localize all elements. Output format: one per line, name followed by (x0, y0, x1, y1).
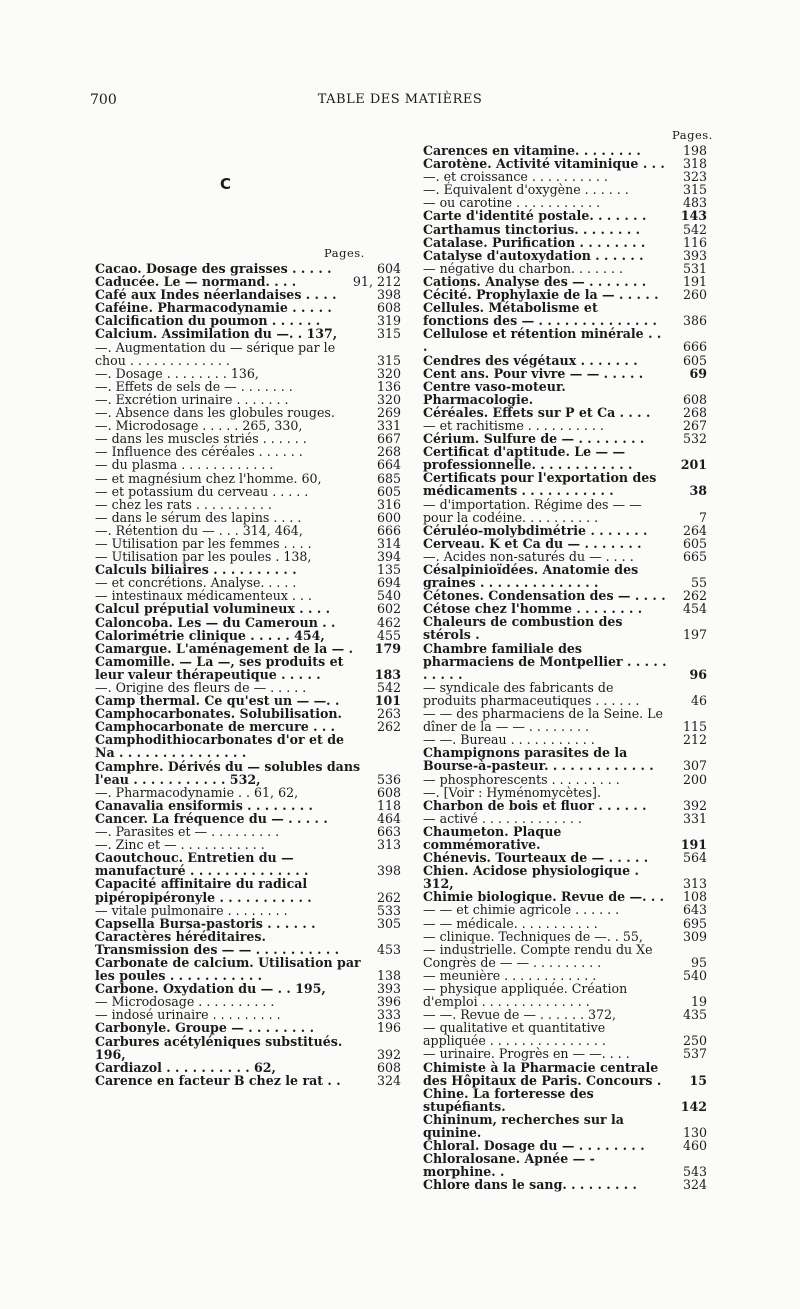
index-entry-text: — d'importation. Régime des — — pour la codéine. . . . . . . . . . (423, 496, 646, 525)
index-entry (95, 1061, 401, 1074)
index-entry-text: —. Acides non-saturés du — . . . . (423, 548, 634, 564)
index-entry-text: Carte d'identité postale. . . . . . . (423, 208, 647, 224)
index-entry-page: 318 (682, 156, 707, 172)
index-entry-text: — Influence des céréales . . . . . . (95, 444, 303, 460)
index-entry-text: — — médicale. . . . . . . . . . . (423, 915, 598, 931)
index-entry-page: 130 (682, 1125, 707, 1141)
index-entry-page: 136 (376, 378, 401, 394)
index-entry-text: —. Pharmacodynamie . . 61, 62, (95, 784, 299, 800)
index-entry-page: 666 (376, 522, 401, 538)
index-entry (423, 367, 707, 380)
index-entry-text: Certificat d'aptitude. Le — — professionnelle. . . . . . . . . . . . (423, 444, 633, 473)
index-entry-page: 138 (376, 968, 401, 984)
index-entry (95, 1021, 401, 1034)
index-entry-page: 608 (376, 300, 401, 316)
index-entry-page: 262 (376, 889, 401, 905)
index-entry-text: Certificats pour l'exportation des médicaments . . . . . . . . . . . (423, 470, 661, 499)
index-entry-page: 268 (682, 404, 707, 420)
index-entry-page: 695 (682, 915, 707, 931)
index-entry (423, 249, 707, 262)
index-entry (423, 681, 707, 707)
index-entry-page: 313 (682, 876, 707, 892)
index-entry-page: 179 (374, 640, 401, 656)
index-entry (95, 642, 401, 655)
index-entry (95, 367, 401, 380)
index-entry-page: 267 (682, 417, 707, 433)
index-entry (95, 485, 401, 498)
index-entry-page: 393 (376, 981, 401, 997)
index-entry-text: Cellulose et rétention minérale . . . (423, 326, 666, 355)
index-entry (423, 327, 707, 353)
index-entry (423, 615, 707, 641)
index-entry-page: 564 (682, 850, 707, 866)
index-entry (95, 524, 401, 537)
index-entry-text: Cardiazol . . . . . . . . . . 62, (95, 1059, 276, 1075)
index-entry-text: Cétones. Condensation des — . . . . (423, 588, 666, 604)
index-entry-page: 608 (682, 391, 707, 407)
index-entry-text: — Utilisation par les poules . 138, (95, 549, 312, 565)
index-entry-page: 664 (376, 457, 401, 473)
index-entry-page: 250 (682, 1033, 707, 1049)
index-entry-page: 531 (682, 260, 707, 276)
index-entry (423, 1087, 707, 1113)
index-entry (423, 707, 707, 733)
index-entry-text: Carbone. Oxydation du — . . 195, (95, 981, 326, 997)
index-entry-text: Cations. Analyse des — . . . . . . . (423, 273, 647, 289)
index-entry-text: Charbon de bois et fluor . . . . . . (423, 797, 647, 813)
right-entries (423, 144, 707, 1192)
index-entry (423, 903, 707, 916)
index-entry-page: 462 (376, 614, 401, 630)
index-entry-page: 435 (682, 1007, 707, 1023)
index-entry-page: 543 (682, 1164, 707, 1180)
index-entry-text: —. Zinc et — . . . . . . . . . . . (95, 837, 265, 853)
index-entry-text: —. Excrétion urinaire . . . . . . . (95, 391, 289, 407)
index-entry-page: 264 (682, 522, 707, 538)
index-entry-page: 542 (376, 680, 401, 695)
index-entry (95, 917, 401, 930)
index-entry-page: 540 (682, 967, 707, 983)
index-entry-text: Chaumeton. Plaque commémorative. (423, 823, 566, 852)
index-entry-page: 197 (682, 627, 707, 643)
index-entry-page: 386 (682, 313, 707, 329)
index-entry-page: 393 (682, 247, 707, 263)
index-entry-page: 665 (682, 548, 707, 564)
index-entry-text: Capacité affinitaire du radical pipéropipéronyle . . . . . . . . . . . (95, 876, 312, 905)
index-entry (423, 471, 707, 497)
index-entry-page: 55 (690, 575, 707, 591)
index-entry (95, 904, 401, 917)
index-entry-text: — clinique. Techniques de —. . 55, (423, 928, 643, 944)
index-entry-text: —. Augmentation du — sérique par le chou . . . . . . . . . . . . . (95, 339, 340, 368)
page-number: 700 (90, 92, 117, 108)
index-entry-text: — — et chimie agricole . . . . . . (423, 902, 620, 918)
index-entry (423, 786, 707, 799)
index-entry-text: Caoutchouc. Entretien du — manufacturé . . . . . . . . . . . . . . (95, 850, 309, 879)
index-entry (423, 930, 707, 943)
index-entry-text: Camargue. L'aménagement de la — . (95, 640, 353, 656)
index-entry-text: Carotène. Activité vitaminique . . . (423, 156, 665, 172)
pages-label-right: Pages. (672, 128, 713, 142)
index-entry-page: 542 (682, 221, 707, 237)
index-entry-page: 262 (376, 719, 401, 735)
index-entry (95, 956, 401, 982)
index-entry-text: Champignons parasites de la Bourse-à-pasteur. . . . . . . . . . . . . (423, 745, 654, 774)
index-entry (95, 327, 401, 340)
index-entry-page: 392 (376, 1046, 401, 1062)
index-entry (95, 1074, 401, 1087)
index-entry-text: — physique appliquée. Création d'emploi . . . . . . . . . . . . . . (423, 981, 632, 1010)
index-entry-page: 454 (682, 601, 707, 617)
index-entry-page: 455 (376, 627, 401, 643)
index-entry-text: Cacao. Dosage des graisses . . . . . (95, 261, 332, 276)
index-entry-page: 118 (376, 797, 401, 813)
index-entry-text: Capsella Bursa-pastoris . . . . . . (95, 915, 316, 931)
index-entry (423, 642, 707, 681)
index-entry-text: Carbures acétyléniques substitués. 196, (95, 1033, 347, 1062)
left-entries (95, 262, 401, 1087)
index-entry-text: Cendres des végétaux . . . . . . . (423, 352, 638, 368)
index-entry (423, 524, 707, 537)
index-entry-text: Cerveau. K et Ca du — . . . . . . . (423, 535, 642, 551)
pages-label-left: Pages. (324, 246, 365, 260)
index-entry-page: 331 (682, 810, 707, 826)
index-entry-text: — et concrétions. Analyse. . . . . (95, 575, 297, 591)
index-entry-page: 101 (374, 693, 401, 709)
index-entry (423, 1113, 707, 1139)
index-entry-page: 398 (376, 863, 401, 879)
index-entry-page: 201 (680, 457, 707, 473)
index-entry-text: Caloncoba. Les — du Cameroun . . (95, 614, 336, 630)
index-entry (95, 472, 401, 485)
index-entry-page: 685 (376, 470, 401, 486)
index-entry-text: — dans le sérum des lapins . . . . (95, 509, 302, 525)
index-entry-page: 115 (682, 719, 707, 735)
index-entry-text: — phosphorescents . . . . . . . . . (423, 771, 620, 787)
index-entry-text: Canavalia ensiformis . . . . . . . . (95, 797, 313, 813)
index-entry-text: —. Rétention du — . . . 314, 464, (95, 522, 303, 538)
index-entry-text: — qualitative et quantitative appliquée . . . . . . . . . . . . . . . (423, 1020, 610, 1049)
index-entry-text: — meunière . . . . . . . . . . . . (423, 967, 597, 983)
index-entry-text: —. Dosage . . . . . . . . 136, (95, 365, 259, 381)
index-entry-text: Catalase. Purification . . . . . . . . (423, 234, 646, 250)
index-entry-page: 305 (376, 915, 401, 931)
index-entry (423, 864, 707, 890)
index-entry (423, 943, 707, 969)
index-entry-text: — et magnésium chez l'homme. 60, (95, 470, 322, 486)
index-entry-page: 108 (682, 889, 707, 905)
index-entry (423, 746, 707, 772)
index-entry-page: 143 (680, 208, 707, 224)
index-entry-text: Cécité. Prophylaxie de la — . . . . . (423, 287, 659, 303)
index-entry (95, 498, 401, 511)
index-entry (95, 799, 401, 812)
index-entry-text: Chimiste à la Pharmacie centrale des Hôpitaux de Paris. Concours . (423, 1059, 663, 1088)
index-entry-text: Carence en facteur B chez le rat . . (95, 1072, 341, 1088)
index-entry-text: Cellules. Métabolisme et fonctions des — . . . . . . . . . . . . . . (423, 300, 657, 329)
index-entry-text: —. Parasites et — . . . . . . . . . (95, 824, 280, 840)
index-entry-page: 315 (682, 182, 707, 198)
index-entry-page: 460 (682, 1138, 707, 1154)
index-entry-text: Catalyse d'autoxydation . . . . . . (423, 247, 644, 263)
index-entry (95, 760, 401, 786)
index-entry-page: 260 (682, 287, 707, 303)
index-entry (423, 1047, 707, 1060)
index-entry-page: 200 (682, 771, 707, 787)
index-entry-page: 46 (690, 692, 707, 708)
index-entry-page: 269 (376, 405, 401, 421)
index-entry-page: 663 (376, 824, 401, 840)
index-entry-page: 605 (682, 535, 707, 551)
index-entry-text: Céréales. Effets sur P et Ca . . . . (423, 404, 651, 420)
index-entry-text: Cent ans. Pour vivre — — . . . . . (423, 365, 644, 381)
index-entry-page: 198 (682, 143, 707, 158)
index-entry-page: 315 (376, 326, 401, 342)
index-entry-page: 483 (682, 195, 707, 211)
index-entry-text: —. Équivalent d'oxygène . . . . . . (423, 182, 629, 198)
index-entry-page: 533 (376, 902, 401, 918)
index-entry-text: Cétose chez l'homme . . . . . . . . (423, 601, 643, 617)
index-entry-text: — industrielle. Compte rendu du Xe Congrès de — — . . . . . . . . . (423, 941, 657, 970)
index-entry (423, 1061, 707, 1087)
index-entry (423, 799, 707, 812)
index-entry-page: 600 (376, 509, 401, 525)
index-entry-page: 38 (689, 483, 707, 499)
index-entry-text: —. Effets de sels de — . . . . . . . (95, 378, 293, 394)
index-entry-page: 116 (682, 234, 707, 250)
index-entry-text: Camphodithiocarbonates d'or et de Na . . . . . . . . . . . . . . . (95, 732, 349, 761)
index-entry-page: 605 (376, 483, 401, 499)
index-entry (423, 236, 707, 249)
page-header (90, 92, 710, 114)
index-entry-page: 315 (376, 352, 401, 368)
index-entry-page: 392 (682, 797, 707, 813)
index-entry (423, 223, 707, 236)
index-entry-text: — — des pharmaciens de la Seine. Le dîner de la — — . . . . . . . . (423, 706, 668, 735)
index-entry-page: 191 (682, 273, 707, 289)
index-entry-text: Chlore dans le sang. . . . . . . . . (423, 1177, 637, 1193)
index-entry-text: — indosé urinaire . . . . . . . . . (95, 1007, 281, 1023)
index-entry-text: Calcium. Assimilation du —. . 137, (95, 326, 338, 342)
index-entry-page: 320 (376, 365, 401, 381)
section-letter: C (220, 175, 232, 193)
index-entry-page: 532 (682, 431, 707, 447)
index-entry-text: — urinaire. Progrès en — —. . . . (423, 1046, 630, 1062)
index-entry (423, 445, 707, 471)
index-entry-text: Chininum, recherches sur la quinine. (423, 1111, 629, 1141)
index-entry-page: 608 (376, 1059, 401, 1075)
index-entry (95, 877, 401, 903)
index-entry-page: 191 (680, 836, 707, 852)
index-entry-text: — négative du charbon. . . . . . . (423, 260, 624, 276)
index-entry-page: 262 (682, 588, 707, 604)
index-entry-text: Café aux Indes néerlandaises . . . . (95, 287, 337, 303)
index-entry-text: — et rachitisme . . . . . . . . . . (423, 417, 604, 433)
index-entry-page: 331 (376, 418, 401, 434)
index-entry-page: 694 (376, 575, 401, 591)
index-entry-page: 320 (376, 391, 401, 407)
index-entry-text: Caféine. Pharmacodynamie . . . . . (95, 300, 332, 316)
index-entry-page: 309 (682, 928, 707, 944)
index-entry-text: Chloralosane. Apnée — -morphine. . (423, 1151, 595, 1180)
index-entry-text: —. Origine des fleurs de — . . . . . (95, 680, 307, 695)
index-entry-page: 196 (376, 1020, 401, 1036)
index-entry-page: 324 (682, 1177, 707, 1193)
index-entry-page: 135 (376, 562, 401, 578)
index-entry-page: 396 (376, 994, 401, 1010)
index-entry (95, 655, 401, 681)
index-entry-text: — Microdosage . . . . . . . . . . (95, 994, 275, 1010)
index-entry-text: Camphre. Dérivés du — solubles dans l'eau . . . . . . . . . . . 532, (95, 758, 365, 787)
index-entry (423, 982, 707, 1008)
index-entry (95, 1035, 401, 1061)
index-entry-page: 453 (376, 941, 401, 957)
index-entry (423, 1178, 707, 1191)
index-entry-page: 96 (689, 666, 707, 682)
index-entry (423, 354, 707, 367)
index-entry-text: Caducée. Le — normand. . . . (95, 274, 297, 290)
index-entry-text: Carthamus tinctorius. . . . . . . . (423, 221, 640, 237)
index-entry (95, 733, 401, 759)
index-entry-page: 323 (682, 169, 707, 185)
index-entry-text: Césalpinioïdées. Anatomie des graines . . . . . . . . . . . . . . (423, 562, 643, 591)
index-entry-text: Chénevis. Tourteaux de — . . . . . (423, 850, 649, 866)
index-entry (95, 458, 401, 471)
index-entry-text: Chien. Acidose physiologique . 312, (423, 863, 644, 892)
index-entry-page: 537 (682, 1046, 707, 1062)
index-entry-text: Camp thermal. Ce qu'est un — —. . (95, 693, 340, 709)
index-entry-page: 7 (698, 509, 707, 525)
index-entry-text: Centre vaso-moteur. Pharmacologie. (423, 378, 571, 407)
index-entry-page: 268 (376, 444, 401, 460)
index-entry-text: Camphocarbonate de mercure . . . (95, 719, 336, 735)
index-entry (95, 341, 401, 367)
index-entry-page: 314 (376, 535, 401, 551)
index-entry-page: 333 (376, 1007, 401, 1023)
index-entry (95, 602, 401, 615)
index-entry-page: 95 (690, 954, 707, 970)
index-entry-page: 15 (689, 1072, 707, 1088)
index-entry-text: — chez les rats . . . . . . . . . . (95, 496, 272, 512)
index-entry-page: 212 (682, 732, 707, 748)
index-entry-page: 605 (682, 352, 707, 368)
index-entry (423, 380, 707, 406)
index-entry-text: —. [Voir : Hyménomycètes]. (423, 784, 601, 800)
index-entry (423, 825, 707, 851)
index-entry-text: Calcul préputial volumineux . . . . (95, 601, 330, 617)
index-entry-text: — —. Bureau . . . . . . . . . . . (423, 732, 595, 748)
index-entry-text: —. et croissance . . . . . . . . . . (423, 169, 608, 185)
index-entry-page: 602 (376, 601, 401, 617)
index-entry-text: — activé . . . . . . . . . . . . . (423, 810, 582, 826)
index-entry (423, 1021, 707, 1047)
index-entry (95, 786, 401, 799)
index-entry-page: 91, 212 (352, 274, 401, 290)
index-entry-text: — vitale pulmonaire . . . . . . . . (95, 902, 288, 918)
index-entry-page: 316 (376, 496, 401, 512)
index-entry-page: 394 (376, 549, 401, 565)
index-entry-text: Céruléo-molybdimétrie . . . . . . . (423, 522, 648, 538)
index-entry-page: 666 (682, 339, 707, 355)
index-entry-text: Chaleurs de combustion des stérols . (423, 614, 627, 643)
index-entry-text: Camphocarbonates. Solubilisation. (95, 706, 342, 722)
index-entry-page: 142 (680, 1098, 707, 1114)
index-entry (95, 851, 401, 877)
index-entry-text: — —. Revue de — . . . . . . 372, (423, 1007, 617, 1023)
index-entry (423, 209, 707, 222)
index-entry (423, 812, 707, 825)
index-entry (423, 1152, 707, 1178)
index-entry-text: Calorimétrie clinique . . . . . 454, (95, 627, 325, 643)
index-entry-text: —. Microdosage . . . . . 265, 330, (95, 418, 303, 434)
index-entry-text: — du plasma . . . . . . . . . . . . (95, 457, 274, 473)
index-entry-text: — et potassium du cerveau . . . . . (95, 483, 309, 499)
index-entry-text: — intestinaux médicamenteux . . . (95, 588, 312, 604)
index-entry (423, 773, 707, 786)
index-entry-page: 319 (376, 313, 401, 329)
index-entry-page: 324 (376, 1072, 401, 1088)
index-entry-text: Calcification du poumon . . . . . . (95, 313, 321, 329)
index-entry-page: 667 (376, 431, 401, 447)
index-entry-page: 398 (376, 287, 401, 303)
index-entry-page: 263 (376, 706, 401, 722)
index-entry (423, 563, 707, 589)
index-entry-text: Carbonate de calcium. Utilisation par les poules . . . . . . . . . . . (95, 954, 366, 984)
index-entry (423, 301, 707, 327)
index-entry-page: 608 (376, 784, 401, 800)
index-entry-page: 536 (376, 771, 401, 787)
index-entry (95, 616, 401, 629)
index-entry-text: Camomille. — La —, ses produits et leur valeur thérapeutique . . . . . (95, 653, 348, 682)
running-title: TABLE DES MATIÈRES (317, 92, 483, 107)
index-entry-text: Cancer. La fréquence du — . . . . . (95, 810, 328, 826)
index-entry (95, 629, 401, 642)
index-entry-page: 464 (376, 810, 401, 826)
index-entry-text: —. Absence dans les globules rouges. (95, 405, 335, 421)
index-entry-text: — syndicale des fabricants de produits pharmaceutiques . . . . . . (423, 679, 640, 708)
index-entry-text: — Utilisation par les femmes . . . . (95, 535, 312, 551)
index-entry-page: 643 (682, 902, 707, 918)
index-entry (423, 917, 707, 930)
index-entry-page: 183 (374, 666, 401, 682)
index-entry-page: 604 (376, 261, 401, 276)
index-entry (423, 406, 707, 419)
index-entry-text: Carences en vitamine. . . . . . . . (423, 143, 641, 158)
index-entry-page: 69 (689, 365, 707, 381)
index-entry-text: Chimie biologique. Revue de —. . . (423, 889, 665, 905)
index-entry-page: 19 (690, 994, 707, 1010)
index-entry (423, 537, 707, 550)
index-entry-text: Chloral. Dosage du — . . . . . . . . (423, 1138, 645, 1154)
index-entry (95, 930, 401, 956)
index-entry-text: Caractères héréditaires. Transmission des — — . . . . . . . . . . (95, 928, 340, 957)
index-entry-text: — ou carotine . . . . . . . . . . . (423, 195, 601, 211)
index-entry (95, 380, 401, 393)
index-entry (423, 262, 707, 275)
index-entry-text: Chine. La forteresse des stupéfiants. (423, 1085, 599, 1114)
index-entry-page: 313 (376, 837, 401, 853)
index-entry-text: Chambre familiale des pharmaciens de Montpellier . . . . . . . . . . (423, 640, 671, 682)
index-entry-text: Calculs biliaires . . . . . . . . . . (95, 562, 297, 578)
index-entry (423, 498, 707, 524)
index-entry-text: Carbonyle. Groupe — . . . . . . . . (95, 1020, 314, 1036)
index-entry-text: Cérium. Sulfure de — . . . . . . . . (423, 431, 645, 447)
index-entry-page: 540 (376, 588, 401, 604)
index-entry-page: 307 (682, 758, 707, 774)
index-entry-text: — dans les muscles striés . . . . . . (95, 431, 307, 447)
index-entry (95, 511, 401, 524)
